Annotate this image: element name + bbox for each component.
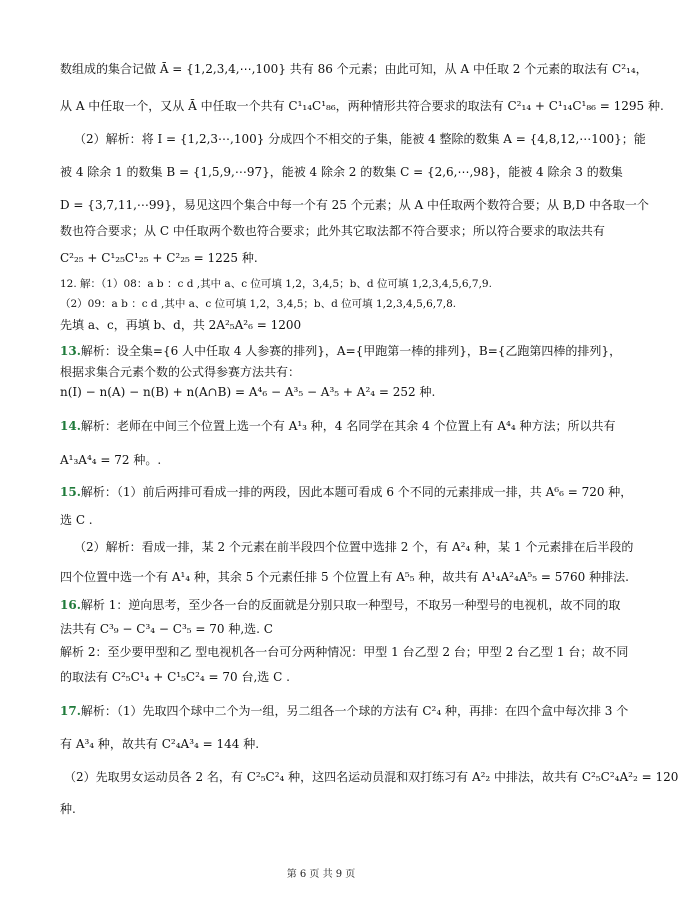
text-line: 根据求集合元素个数的公式得参赛方法共有： <box>60 365 301 379</box>
text-line: 法共有 C³₉ − C³₄ − C³₅ = 70 种,选. C <box>60 622 273 636</box>
text-line: 解析 2：至少要甲型和乙 型电视机各一台可分两种情况：甲型 1 台乙型 2 台；甲型 2 台乙型 1 台；故不同 <box>60 645 629 659</box>
text-line: 选 C . <box>60 513 93 527</box>
text-line: （2）解析：看成一排，某 2 个元素在前半段四个位置中选排 2 个，有 A²₄ 种，某 1 个元素排在后半段的 <box>74 540 634 554</box>
text-line: （2）09：a b ：c d ,其中 a、c 位可填 1,2，3,4,5；b、d 位可填 1,2,3,4,5,6,7,8. <box>60 298 457 310</box>
text-line: 14.解析：老师在中间三个位置上选一个有 A¹₃ 种，4 名同学在其余 4 个位置上有 A⁴₄ 种方法；所以共有 <box>60 419 616 433</box>
text-line: 四个位置中选一个有 A¹₄ 种，其余 5 个元素任排 5 个位置上有 A⁵₅ 种，故共有 A¹₄A²₄A⁵₅ = 5760 种排法. <box>60 570 629 584</box>
text-line: 先填 a、c，再填 b、d，共 2A²₅A²₆ = 1200 <box>60 318 302 332</box>
problem-number: 14. <box>60 419 81 433</box>
text-line: 种. <box>60 802 76 816</box>
text-line: 的取法有 C²₅C¹₄ + C¹₅C²₄ = 70 台,选 C . <box>60 670 290 684</box>
text-line: 数也符合要求；从 C 中任取两个数也符合要求；此外其它取法都不符合要求；所以符合要求的取法共有 <box>60 224 605 238</box>
text-line: 被 4 除余 1 的数集 B = {1,5,9,⋯97}，能被 4 除余 2 的数集 C = {2,6,⋯,98}，能被 4 除余 3 的数集 <box>60 165 623 179</box>
text-line: 12. 解：（1）08：a b ：c d ,其中 a、c 位可填 1,2，3,4,5；b、d 位可填 1,2,3,4,5,6,7,9. <box>60 278 492 290</box>
problem-number: 13. <box>60 344 81 358</box>
text-line: D = {3,7,11,⋯99}，易见这四个集合中每一个有 25 个元素；从 A 中任取两个数符合要；从 B,D 中各取一个 <box>60 198 649 212</box>
problem-number: 15. <box>60 485 81 499</box>
text-line: 13.解析：设全集={6 人中任取 4 人参赛的排列}，A={甲跑第一棒的排列}，B={乙跑第四棒的排列}， <box>60 344 622 358</box>
text-line: 15.解析：（1）前后两排可看成一排的两段，因此本题可看成 6 个不同的元素排成一排，共 A⁶₆ = 720 种， <box>60 485 633 499</box>
text-line: n(I) − n(A) − n(B) + n(A∩B) = A⁴₆ − A³₅ − A³₅ + A²₄ = 252 种. <box>60 385 436 399</box>
text-line: C²₂₅ + C¹₂₅C¹₂₅ + C²₂₅ = 1225 种. <box>60 251 258 265</box>
text-line: 16.解析 1：逆向思考，至少各一台的反面就是分别只取一种型号，不取另一种型号的电视机，故不同的取 <box>60 598 621 612</box>
text-line: 17.解析：（1）先取四个球中二个为一组，另二组各一个球的方法有 C²₄ 种，再排：在四个盒中每次排 3 个 <box>60 704 629 718</box>
problem-number: 16. <box>60 598 81 612</box>
text-line: （2）解析：将 I = {1,2,3⋯,100} 分成四个不相交的子集，能被 4 整除的数集 A = {4,8,12,⋯100}；能 <box>74 132 646 146</box>
problem-number: 17. <box>60 704 81 718</box>
text-line: 数组成的集合记做 Ā = {1,2,3,4,⋯,100} 共有 86 个元素；由此可知，从 A 中任取 2 个元素的取法有 C²₁₄， <box>60 62 648 76</box>
text-line: 有 A³₄ 种，故共有 C²₄A³₄ = 144 种. <box>60 737 260 751</box>
page-footer: 第 6 页 共 9 页 <box>286 869 356 880</box>
text-line: A¹₃A⁴₄ = 72 种。. <box>60 453 162 467</box>
text-line: （2）先取男女运动员各 2 名，有 C²₅C²₄ 种，这四名运动员混和双打练习有 A²₂ 中排法，故共有 C²₅C²₄A²₂ = 120 <box>64 770 678 784</box>
text-line: 从 A 中任取一个，又从 Ā 中任取一个共有 C¹₁₄C¹₈₆，两种情形共符合要求的取法有 C²₁₄ + C¹₁₄C¹₈₆ = 1295 种. <box>60 99 664 113</box>
